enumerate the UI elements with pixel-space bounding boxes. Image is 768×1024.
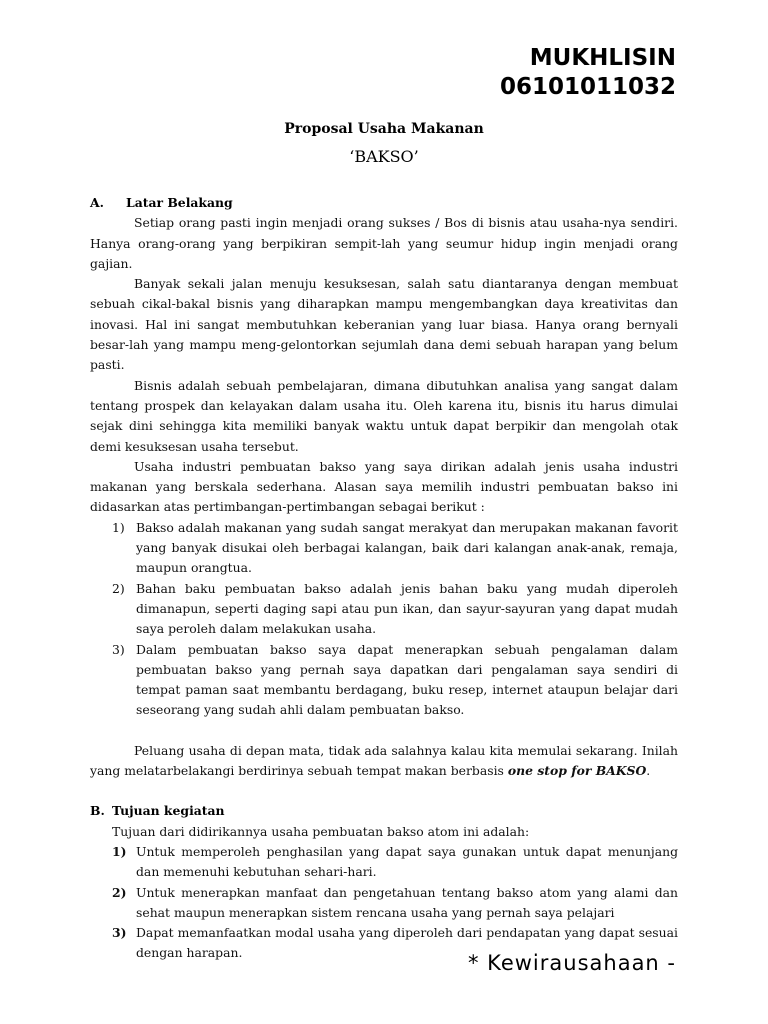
document-title: Proposal Usaha Makanan — [284, 121, 484, 137]
author-block — [500, 44, 676, 102]
list-item-text: Dalam pembuatan bakso saya dapat menerapkan sebuah pengalaman dalam pembuatan bakso yang pernah saya dapatkan dari pengalaman saya sendiri di tempat paman saat membantu berdagang, buku resep, internet ataupun belajar dari seseorang yang sudah ahli dalam pembuatan bakso. — [136, 641, 678, 718]
list-marker: 2) — [112, 884, 127, 900]
section-b-heading — [90, 801, 678, 821]
section-a-title: Latar Belakang — [126, 195, 233, 210]
list-item-text: Bakso adalah makanan yang sudah sangat merakyat dan merupakan makanan favorit yang banyak disukai oleh berbagai kalangan, baik dari kalangan anak-anak, remaja, maupun orangtua. — [136, 519, 678, 576]
closing-paragraph — [90, 741, 678, 782]
closing-emphasis: one stop for BAKSO — [507, 763, 647, 779]
section-a-heading — [90, 193, 678, 213]
paragraph-1: Setiap orang pasti ingin menjadi orang sukses / Bos di bisnis atau usaha-nya sendiri. Hanya orang-orang yang berpikiran sempit-lah yang seumur hidup ingin menjadi orang gajian. — [90, 215, 678, 271]
footer-text: * Kewirausahaan - — [467, 951, 676, 975]
paragraph-3: Bisnis adalah sebuah pembelajaran, dimana dibutuhkan analisa yang sangat dalam tentang prospek dan kelayakan dalam usaha itu. Oleh karena itu, bisnis itu harus dimulai sejak dini sehingga kita memiliki banyak waktu untuk dapat berpikir dan mengolah otak demi kesuksesan usaha tersebut. — [90, 377, 678, 454]
list-marker: 3) — [112, 925, 127, 941]
closing-end: . — [646, 763, 651, 779]
section-a-number: A. — [90, 195, 104, 210]
document-body — [90, 193, 678, 964]
section-b-intro: Tujuan dari didirikannya usaha pembuatan bakso atom ini adalah: — [112, 823, 530, 839]
author-name: MUKHLISIN — [529, 45, 676, 71]
list-marker: 2) — [112, 580, 125, 596]
list-item-text: Dapat memanfaatkan modal usaha yang diperoleh dari pendapatan yang dapat sesuai dengan harapan. — [136, 925, 678, 961]
document-subtitle: ‘BAKSO’ — [349, 147, 419, 166]
list-item-text: Untuk memperoleh penghasilan yang dapat saya gunakan untuk dapat menunjang dan memenuhi kebutuhan sehari-hari. — [136, 843, 678, 880]
spacer — [90, 721, 678, 741]
spacer — [90, 781, 678, 801]
list-item-text: Untuk menerapkan manfaat dan pengetahuan tentang bakso atom yang alami dan sehat maupun menerapkan sistem rencana usaha yang pernah saya pelajari — [136, 884, 678, 920]
paragraph-4: Usaha industri pembuatan bakso yang saya dirikan adalah jenis usaha industri makanan yang berskala sederhana. Alasan saya memilih industri pembuatan bakso ini didasarkan atas pertimbangan-pertimbangan sebagai berikut : — [90, 458, 678, 515]
list-marker: 1) — [112, 519, 125, 535]
list-item — [90, 640, 678, 721]
list-marker: 1) — [112, 843, 127, 859]
section-b-title: Tujuan kegiatan — [112, 803, 225, 819]
list-marker: 3) — [112, 641, 125, 657]
goals-list — [90, 842, 678, 964]
closing-text: Peluang usaha di depan mata, tidak ada salahnya kalau kita memulai sekarang. Inilah yang melatarbelakangi berdirinya sebuah tempat makan berbasis — [90, 742, 678, 779]
list-item — [90, 579, 678, 640]
list-item — [90, 883, 678, 924]
section-b-number: B. — [90, 803, 105, 819]
author-id: 06101011032 — [499, 74, 676, 100]
list-item-text: Bahan baku pembuatan bakso adalah jenis bahan baku yang mudah diperoleh dimanapun, seperti daging sapi atau pun ikan, dan sayur-sayuran yang dapat mudah saya peroleh dalam melakukan usaha. — [136, 580, 678, 637]
list-item — [90, 842, 678, 883]
list-item — [90, 518, 678, 579]
reasons-list — [90, 518, 678, 721]
paragraph-2: Banyak sekali jalan menuju kesuksesan, salah satu diantaranya dengan membuat sebuah cikal-bakal bisnis yang diharapkan mampu mengembangkan daya kreativitas dan inovasi. Hal ini sangat membutuhkan keberanian yang luar biasa. Hanya orang bernyali besar-lah yang mampu meng-gelontorkan sejumlah dana demi sebuah harapan yang belum pasti. — [90, 276, 678, 373]
